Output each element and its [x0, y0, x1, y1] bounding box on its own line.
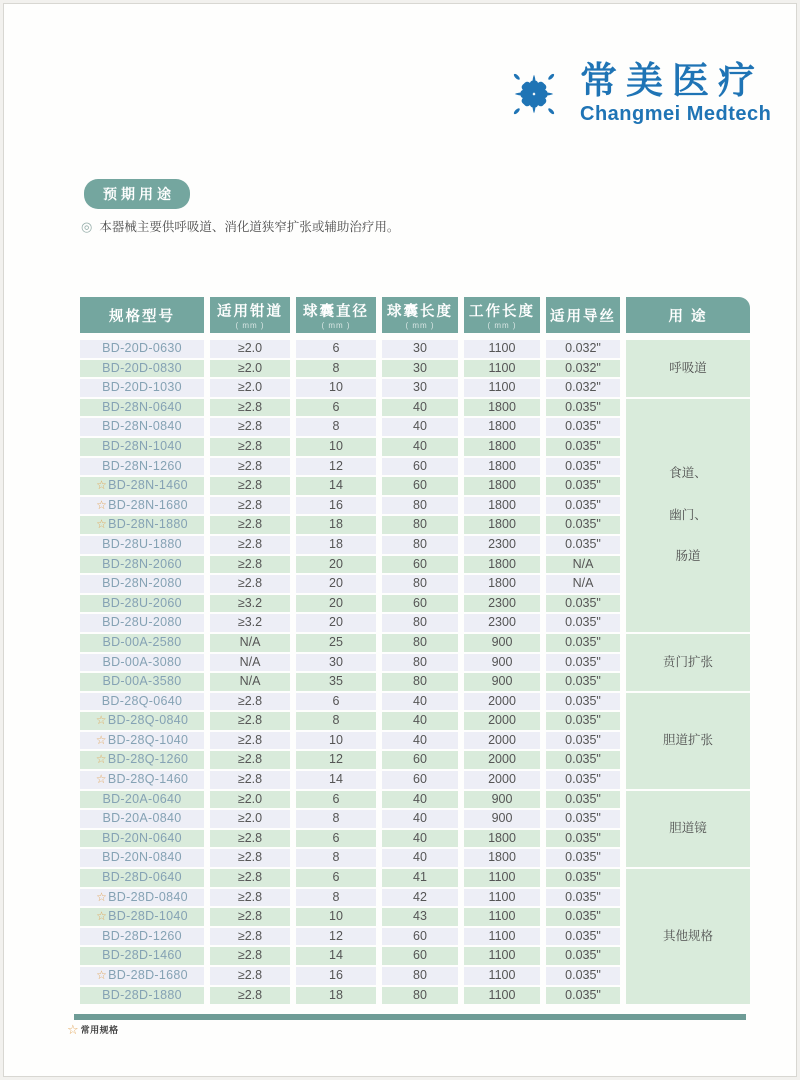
model-cell: BD-28D-1460: [80, 947, 204, 965]
guidewire-cell: 0.035": [546, 614, 620, 632]
guidewire-cell: 0.035": [546, 477, 620, 495]
diameter-cell: 8: [296, 360, 376, 378]
channel-cell: ≥2.0: [210, 340, 290, 358]
guidewire-cell: N/A: [546, 556, 620, 574]
working-length-cell: 2000: [464, 732, 540, 750]
guidewire-cell: 0.035": [546, 967, 620, 985]
working-length-cell: 2000: [464, 693, 540, 711]
model-cell: BD-28U-1880: [80, 536, 204, 554]
guidewire-cell: 0.032": [546, 379, 620, 397]
channel-cell: ≥2.8: [210, 418, 290, 436]
length-cell: 40: [382, 693, 458, 711]
working-length-cell: 1800: [464, 477, 540, 495]
guidewire-cell: 0.035": [546, 869, 620, 887]
brand-name-chinese: 常美医疗: [580, 60, 764, 102]
length-cell: 60: [382, 751, 458, 769]
length-cell: 80: [382, 614, 458, 632]
diameter-cell: 18: [296, 516, 376, 534]
channel-cell: ≥2.8: [210, 830, 290, 848]
model-cell: ☆BD-28N-1880: [80, 516, 204, 534]
table-row: [80, 340, 750, 358]
model-cell: BD-20A-0640: [80, 791, 204, 809]
common-spec-star-icon: ☆: [96, 909, 108, 924]
model-cell: ☆BD-28D-1680: [80, 967, 204, 985]
length-cell: 40: [382, 438, 458, 456]
model-cell: BD-28N-0840: [80, 418, 204, 436]
channel-cell: N/A: [210, 634, 290, 652]
diameter-cell: 10: [296, 438, 376, 456]
model-cell: BD-28N-2080: [80, 575, 204, 593]
guidewire-cell: 0.035": [546, 751, 620, 769]
model-cell: BD-20D-1030: [80, 379, 204, 397]
working-length-cell: 1100: [464, 987, 540, 1005]
logo-flower-icon: [502, 62, 566, 126]
working-length-cell: 1800: [464, 556, 540, 574]
channel-cell: ≥2.8: [210, 928, 290, 946]
working-length-cell: 900: [464, 791, 540, 809]
diameter-cell: 20: [296, 575, 376, 593]
model-cell: BD-28U-2060: [80, 595, 204, 613]
length-cell: 41: [382, 869, 458, 887]
diameter-cell: 10: [296, 908, 376, 926]
guidewire-cell: 0.035": [546, 418, 620, 436]
table-row: [80, 634, 750, 652]
usage-cell: 其他规格: [626, 869, 750, 1004]
channel-cell: ≥2.8: [210, 771, 290, 789]
usage-cell: 胆道镜: [626, 791, 750, 867]
ring-bullet-icon: ◎: [81, 218, 93, 234]
channel-cell: ≥2.8: [210, 536, 290, 554]
length-cell: 60: [382, 947, 458, 965]
model-cell: BD-28N-1040: [80, 438, 204, 456]
table-row: [80, 791, 750, 809]
spec-table-body: [80, 340, 750, 1004]
guidewire-cell: 0.035": [546, 673, 620, 691]
guidewire-cell: 0.035": [546, 438, 620, 456]
diameter-cell: 10: [296, 732, 376, 750]
length-cell: 30: [382, 360, 458, 378]
channel-cell: ≥2.8: [210, 849, 290, 867]
spec-sheet-page: [3, 3, 797, 1077]
common-spec-star-icon: ☆: [96, 968, 108, 982]
model-cell: ☆BD-28Q-0840: [80, 712, 204, 730]
guidewire-cell: 0.035": [546, 791, 620, 809]
guidewire-cell: 0.035": [546, 634, 620, 652]
guidewire-cell: 0.035": [546, 712, 620, 730]
working-length-cell: 2300: [464, 614, 540, 632]
model-cell: ☆BD-28D-0840: [80, 889, 204, 907]
common-spec-star-icon: ☆: [96, 517, 108, 532]
column-header-usage: 用 途: [626, 297, 750, 333]
usage-cell: 食道、 幽门、 肠道: [626, 399, 750, 632]
working-length-cell: 900: [464, 673, 540, 691]
common-spec-star-icon: ☆: [95, 772, 107, 787]
diameter-cell: 6: [296, 830, 376, 848]
diameter-cell: 14: [296, 947, 376, 965]
brand-logo: [502, 62, 771, 126]
diameter-cell: 6: [296, 693, 376, 711]
model-cell: BD-28D-1880: [80, 987, 204, 1005]
diameter-cell: 8: [296, 810, 376, 828]
working-length-cell: 900: [464, 810, 540, 828]
column-header-model: 规格型号: [80, 297, 204, 333]
length-cell: 40: [382, 712, 458, 730]
column-header-channel: 适用钳道 ( mm ): [210, 297, 290, 333]
length-cell: 30: [382, 379, 458, 397]
working-length-cell: 1100: [464, 967, 540, 985]
spec-table: [74, 295, 756, 1006]
length-cell: 60: [382, 928, 458, 946]
diameter-cell: 20: [296, 556, 376, 574]
footnote-text: 常用规格: [80, 1025, 119, 1035]
length-cell: 80: [382, 575, 458, 593]
guidewire-cell: N/A: [546, 575, 620, 593]
working-length-cell: 2300: [464, 536, 540, 554]
model-cell: BD-20A-0840: [80, 810, 204, 828]
working-length-cell: 1800: [464, 497, 540, 515]
guidewire-cell: 0.035": [546, 830, 620, 848]
guidewire-cell: 0.035": [546, 771, 620, 789]
channel-cell: ≥2.8: [210, 399, 290, 417]
guidewire-cell: 0.035": [546, 810, 620, 828]
length-cell: 30: [382, 340, 458, 358]
guidewire-cell: 0.035": [546, 732, 620, 750]
intro-line: [81, 217, 399, 235]
diameter-cell: 8: [296, 418, 376, 436]
guidewire-cell: 0.035": [546, 849, 620, 867]
guidewire-cell: 0.035": [546, 458, 620, 476]
diameter-cell: 8: [296, 849, 376, 867]
guidewire-cell: 0.035": [546, 595, 620, 613]
length-cell: 60: [382, 458, 458, 476]
table-row: [80, 693, 750, 711]
model-cell: BD-28D-1260: [80, 928, 204, 946]
guidewire-cell: 0.035": [546, 947, 620, 965]
channel-cell: ≥2.8: [210, 967, 290, 985]
usage-cell: 贲门扩张: [626, 634, 750, 691]
model-cell: BD-28U-2080: [80, 614, 204, 632]
diameter-cell: 8: [296, 712, 376, 730]
guidewire-cell: 0.035": [546, 928, 620, 946]
model-cell: ☆BD-28Q-1260: [80, 751, 204, 769]
header-spacer: [80, 335, 750, 338]
channel-cell: ≥2.8: [210, 751, 290, 769]
length-cell: 40: [382, 732, 458, 750]
length-cell: 40: [382, 810, 458, 828]
channel-cell: ≥2.8: [210, 693, 290, 711]
guidewire-cell: 0.035": [546, 889, 620, 907]
column-header-balloon-length: 球囊长度 ( mm ): [382, 297, 458, 333]
channel-cell: ≥2.8: [210, 732, 290, 750]
channel-cell: ≥2.8: [210, 477, 290, 495]
model-cell: BD-28D-0640: [80, 869, 204, 887]
length-cell: 60: [382, 771, 458, 789]
working-length-cell: 1100: [464, 947, 540, 965]
footnote: [67, 1023, 119, 1036]
table-row: [80, 399, 750, 417]
channel-cell: N/A: [210, 673, 290, 691]
channel-cell: ≥2.8: [210, 497, 290, 515]
working-length-cell: 2000: [464, 771, 540, 789]
channel-cell: ≥2.0: [210, 379, 290, 397]
channel-cell: ≥2.8: [210, 556, 290, 574]
guidewire-cell: 0.035": [546, 497, 620, 515]
working-length-cell: 1800: [464, 458, 540, 476]
working-length-cell: 1100: [464, 869, 540, 887]
column-header-guidewire: 适用导丝: [546, 297, 620, 333]
diameter-cell: 20: [296, 614, 376, 632]
working-length-cell: 900: [464, 654, 540, 672]
model-cell: ☆BD-28Q-1040: [80, 732, 204, 750]
channel-cell: ≥3.2: [210, 595, 290, 613]
diameter-cell: 12: [296, 751, 376, 769]
model-cell: ☆BD-28Q-1460: [80, 771, 204, 789]
intended-use-badge: 预期用途: [84, 179, 190, 209]
model-cell: ☆BD-28N-1460: [80, 477, 204, 495]
common-spec-star-icon: ☆: [95, 713, 107, 728]
channel-cell: ≥2.8: [210, 438, 290, 456]
channel-cell: ≥2.8: [210, 869, 290, 887]
diameter-cell: 14: [296, 771, 376, 789]
channel-cell: ≥2.8: [210, 575, 290, 593]
model-cell: ☆BD-28N-1680: [80, 497, 204, 515]
guidewire-cell: 0.035": [546, 987, 620, 1005]
diameter-cell: 6: [296, 791, 376, 809]
length-cell: 80: [382, 516, 458, 534]
length-cell: 80: [382, 987, 458, 1005]
working-length-cell: 1800: [464, 399, 540, 417]
length-cell: 80: [382, 497, 458, 515]
common-spec-star-icon: ☆: [96, 497, 108, 512]
length-cell: 40: [382, 849, 458, 867]
channel-cell: ≥2.8: [210, 458, 290, 476]
channel-cell: ≥2.8: [210, 712, 290, 730]
length-cell: 40: [382, 418, 458, 436]
diameter-cell: 35: [296, 673, 376, 691]
channel-cell: ≥2.8: [210, 908, 290, 926]
length-cell: 40: [382, 399, 458, 417]
working-length-cell: 1100: [464, 889, 540, 907]
channel-cell: ≥2.0: [210, 791, 290, 809]
guidewire-cell: 0.032": [546, 360, 620, 378]
model-cell: BD-20D-0630: [80, 340, 204, 358]
working-length-cell: 1100: [464, 928, 540, 946]
diameter-cell: 8: [296, 889, 376, 907]
model-cell: ☆BD-28D-1040: [80, 908, 204, 926]
diameter-cell: 10: [296, 379, 376, 397]
usage-cell: 呼吸道: [626, 340, 750, 397]
diameter-cell: 6: [296, 869, 376, 887]
diameter-cell: 14: [296, 477, 376, 495]
model-cell: BD-20N-0840: [80, 849, 204, 867]
common-spec-star-icon: ☆: [96, 478, 108, 493]
model-cell: BD-00A-3080: [80, 654, 204, 672]
diameter-cell: 20: [296, 595, 376, 613]
diameter-cell: 6: [296, 340, 376, 358]
length-cell: 60: [382, 477, 458, 495]
model-cell: BD-00A-3580: [80, 673, 204, 691]
usage-cell: 胆道扩张: [626, 693, 750, 789]
length-cell: 80: [382, 634, 458, 652]
guidewire-cell: 0.035": [546, 516, 620, 534]
diameter-cell: 12: [296, 928, 376, 946]
working-length-cell: 1100: [464, 340, 540, 358]
model-cell: BD-28N-0640: [80, 399, 204, 417]
channel-cell: ≥2.0: [210, 810, 290, 828]
guidewire-cell: 0.035": [546, 908, 620, 926]
length-cell: 40: [382, 830, 458, 848]
brand-name-english: Changmei Medtech: [580, 102, 772, 125]
length-cell: 80: [382, 654, 458, 672]
guidewire-cell: 0.035": [546, 654, 620, 672]
common-spec-star-icon: ☆: [96, 889, 108, 904]
working-length-cell: 1800: [464, 418, 540, 436]
channel-cell: ≥3.2: [210, 614, 290, 632]
model-cell: BD-28N-1260: [80, 458, 204, 476]
channel-cell: ≥2.0: [210, 360, 290, 378]
length-cell: 60: [382, 556, 458, 574]
channel-cell: N/A: [210, 654, 290, 672]
length-cell: 80: [382, 536, 458, 554]
column-header-balloon-diameter: 球囊直径 ( mm ): [296, 297, 376, 333]
diameter-cell: 16: [296, 497, 376, 515]
working-length-cell: 1100: [464, 908, 540, 926]
diameter-cell: 12: [296, 458, 376, 476]
common-spec-star-icon: ☆: [95, 752, 107, 767]
model-cell: BD-00A-2580: [80, 634, 204, 652]
length-cell: 43: [382, 908, 458, 926]
model-cell: BD-20D-0830: [80, 360, 204, 378]
working-length-cell: 2300: [464, 595, 540, 613]
diameter-cell: 18: [296, 987, 376, 1005]
model-cell: BD-28N-2060: [80, 556, 204, 574]
working-length-cell: 1800: [464, 438, 540, 456]
working-length-cell: 1800: [464, 830, 540, 848]
footnote-star-icon: ☆: [67, 1022, 79, 1037]
channel-cell: ≥2.8: [210, 889, 290, 907]
common-spec-star-icon: ☆: [95, 732, 107, 747]
diameter-cell: 30: [296, 654, 376, 672]
table-row: [80, 869, 750, 887]
working-length-cell: 1100: [464, 360, 540, 378]
footer-divider-bar: [74, 1014, 746, 1020]
diameter-cell: 18: [296, 536, 376, 554]
length-cell: 40: [382, 791, 458, 809]
guidewire-cell: 0.035": [546, 536, 620, 554]
length-cell: 42: [382, 889, 458, 907]
diameter-cell: 6: [296, 399, 376, 417]
length-cell: 80: [382, 967, 458, 985]
working-length-cell: 2000: [464, 712, 540, 730]
working-length-cell: 1800: [464, 575, 540, 593]
spec-table-wrap: [74, 295, 746, 1006]
guidewire-cell: 0.035": [546, 693, 620, 711]
guidewire-cell: 0.032": [546, 340, 620, 358]
diameter-cell: 16: [296, 967, 376, 985]
diameter-cell: 25: [296, 634, 376, 652]
working-length-cell: 1800: [464, 849, 540, 867]
channel-cell: ≥2.8: [210, 987, 290, 1005]
working-length-cell: 900: [464, 634, 540, 652]
working-length-cell: 1100: [464, 379, 540, 397]
working-length-cell: 2000: [464, 751, 540, 769]
working-length-cell: 1800: [464, 516, 540, 534]
model-cell: BD-20N-0640: [80, 830, 204, 848]
guidewire-cell: 0.035": [546, 399, 620, 417]
length-cell: 80: [382, 673, 458, 691]
channel-cell: ≥2.8: [210, 516, 290, 534]
model-cell: BD-28Q-0640: [80, 693, 204, 711]
channel-cell: ≥2.8: [210, 947, 290, 965]
length-cell: 60: [382, 595, 458, 613]
column-header-working-length: 工作长度 ( mm ): [464, 297, 540, 333]
intro-text: 本器械主要供呼吸道、消化道狭窄扩张或辅助治疗用。: [99, 220, 400, 234]
